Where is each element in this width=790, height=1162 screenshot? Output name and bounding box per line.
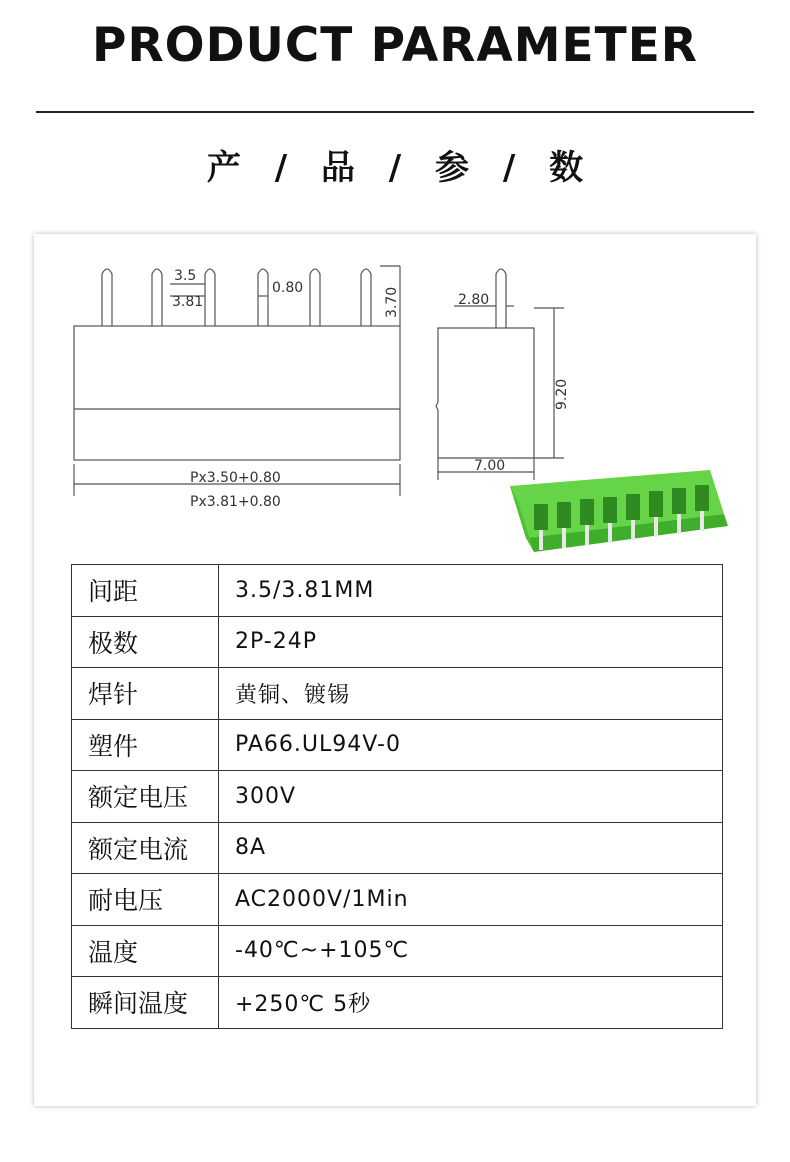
param-value: 8A	[219, 822, 723, 874]
param-value: PA66.UL94V-0	[219, 719, 723, 771]
parameter-table	[71, 564, 723, 1029]
title-divider	[36, 111, 754, 113]
front-view-pins	[102, 269, 371, 326]
param-key: 焊针	[72, 668, 219, 720]
param-value: 黄铜、镀锡	[219, 668, 723, 720]
table-row	[72, 719, 723, 771]
terminal-block-image	[510, 470, 728, 552]
param-key: 耐电压	[72, 874, 219, 926]
table-row	[72, 822, 723, 874]
page-subtitle: 产 / 品 / 参 / 数	[206, 148, 584, 188]
dim-pin-offset: 2.80	[458, 292, 490, 308]
front-view-body	[74, 326, 400, 460]
table-row	[72, 925, 723, 977]
dim-pitch-b: 3.81	[172, 294, 204, 310]
dim-length-b: Px3.81+0.80	[190, 494, 281, 510]
param-value: -40℃~+105℃	[219, 925, 723, 977]
table-row	[72, 771, 723, 823]
table-row	[72, 668, 723, 720]
table-row	[72, 977, 723, 1029]
param-value: +250℃ 5秒	[219, 977, 723, 1029]
side-view-body	[436, 328, 534, 458]
technical-drawing	[34, 234, 756, 564]
param-key: 额定电流	[72, 822, 219, 874]
param-key: 温度	[72, 925, 219, 977]
table-row	[72, 565, 723, 617]
param-key: 瞬间温度	[72, 977, 219, 1029]
dim-pin-height: 3.70	[384, 286, 400, 318]
param-key: 塑件	[72, 719, 219, 771]
param-value: 3.5/3.81MM	[219, 565, 723, 617]
dim-side-height: 9.20	[554, 378, 570, 410]
table-row	[72, 616, 723, 668]
side-view-pin	[496, 269, 506, 328]
dim-side-width: 7.00	[474, 458, 506, 474]
param-key: 额定电压	[72, 771, 219, 823]
param-key: 极数	[72, 616, 219, 668]
dim-pin-width: 0.80	[272, 280, 304, 296]
param-value: 2P-24P	[219, 616, 723, 668]
table-row	[72, 874, 723, 926]
dim-length-a: Px3.50+0.80	[190, 470, 281, 486]
param-value: 300V	[219, 771, 723, 823]
dim-pitch-a: 3.5	[174, 268, 197, 284]
param-key: 间距	[72, 565, 219, 617]
page-title: PRODUCT PARAMETER	[92, 18, 698, 73]
param-value: AC2000V/1Min	[219, 874, 723, 926]
parameter-card	[34, 234, 756, 1106]
